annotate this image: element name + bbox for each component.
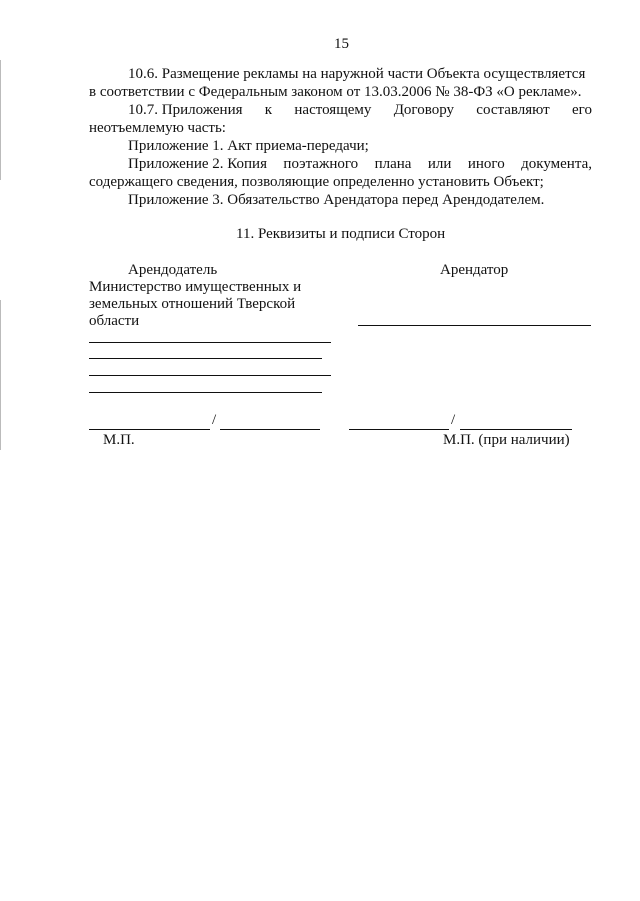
clause-10-7-line-2: неотъемлемую часть: bbox=[89, 120, 226, 136]
landlord-org-line: области bbox=[89, 313, 140, 329]
landlord-signature-line bbox=[89, 429, 210, 430]
word: 10.7. Приложения bbox=[128, 102, 243, 118]
appendix-2-line-2: содержащего сведения, позволяющие определенно установить Объект; bbox=[89, 174, 544, 190]
tenant-signature-slash: / bbox=[451, 412, 456, 428]
landlord-org-line: Министерство имущественных и bbox=[89, 279, 302, 295]
word: настоящему bbox=[294, 102, 372, 118]
landlord-name-line bbox=[220, 429, 320, 430]
word: иного bbox=[467, 156, 505, 172]
tenant-stamp: М.П. (при наличии) bbox=[443, 432, 570, 448]
tenant-detail-line bbox=[358, 325, 591, 326]
word: плана bbox=[374, 156, 412, 172]
appendix-2-line-1 bbox=[128, 156, 592, 173]
tenant-signature-line bbox=[349, 429, 449, 430]
landlord-detail-line bbox=[89, 342, 331, 343]
appendix-1: Приложение 1. Акт приема-передачи; bbox=[128, 138, 369, 154]
word: или bbox=[427, 156, 452, 172]
landlord-org-line: земельных отношений Тверской bbox=[89, 296, 296, 312]
landlord-signature-slash: / bbox=[212, 412, 217, 428]
landlord-role: Арендодатель bbox=[128, 262, 218, 278]
landlord-detail-line bbox=[89, 358, 322, 359]
word: его bbox=[572, 102, 592, 118]
tenant-name-line bbox=[460, 429, 572, 430]
clause-10-6-line-2: в соответствии с Федеральным законом от 13.03.2006 № 38-ФЗ «О рекламе». bbox=[89, 84, 582, 100]
landlord-detail-line bbox=[89, 375, 331, 376]
clause-10-6-line-1: 10.6. Размещение рекламы на наружной части Объекта осуществляется bbox=[128, 66, 586, 82]
scan-edge-mark bbox=[0, 300, 1, 450]
tenant-role: Арендатор bbox=[440, 262, 509, 278]
section-title: 11. Реквизиты и подписи Сторон bbox=[236, 226, 446, 242]
word: к bbox=[264, 102, 273, 118]
landlord-detail-line bbox=[89, 392, 322, 393]
word: Приложение 2. Копия bbox=[128, 156, 267, 172]
scan-edge-mark bbox=[0, 60, 1, 180]
word: поэтажного bbox=[283, 156, 359, 172]
page-number: 15 bbox=[334, 36, 349, 52]
word: Договору bbox=[393, 102, 454, 118]
landlord-stamp: М.П. bbox=[103, 432, 135, 448]
word: документа, bbox=[521, 156, 592, 172]
clause-10-7-line-1 bbox=[128, 102, 592, 119]
word: составляют bbox=[476, 102, 550, 118]
appendix-3: Приложение 3. Обязательство Арендатора перед Арендодателем. bbox=[128, 192, 545, 208]
